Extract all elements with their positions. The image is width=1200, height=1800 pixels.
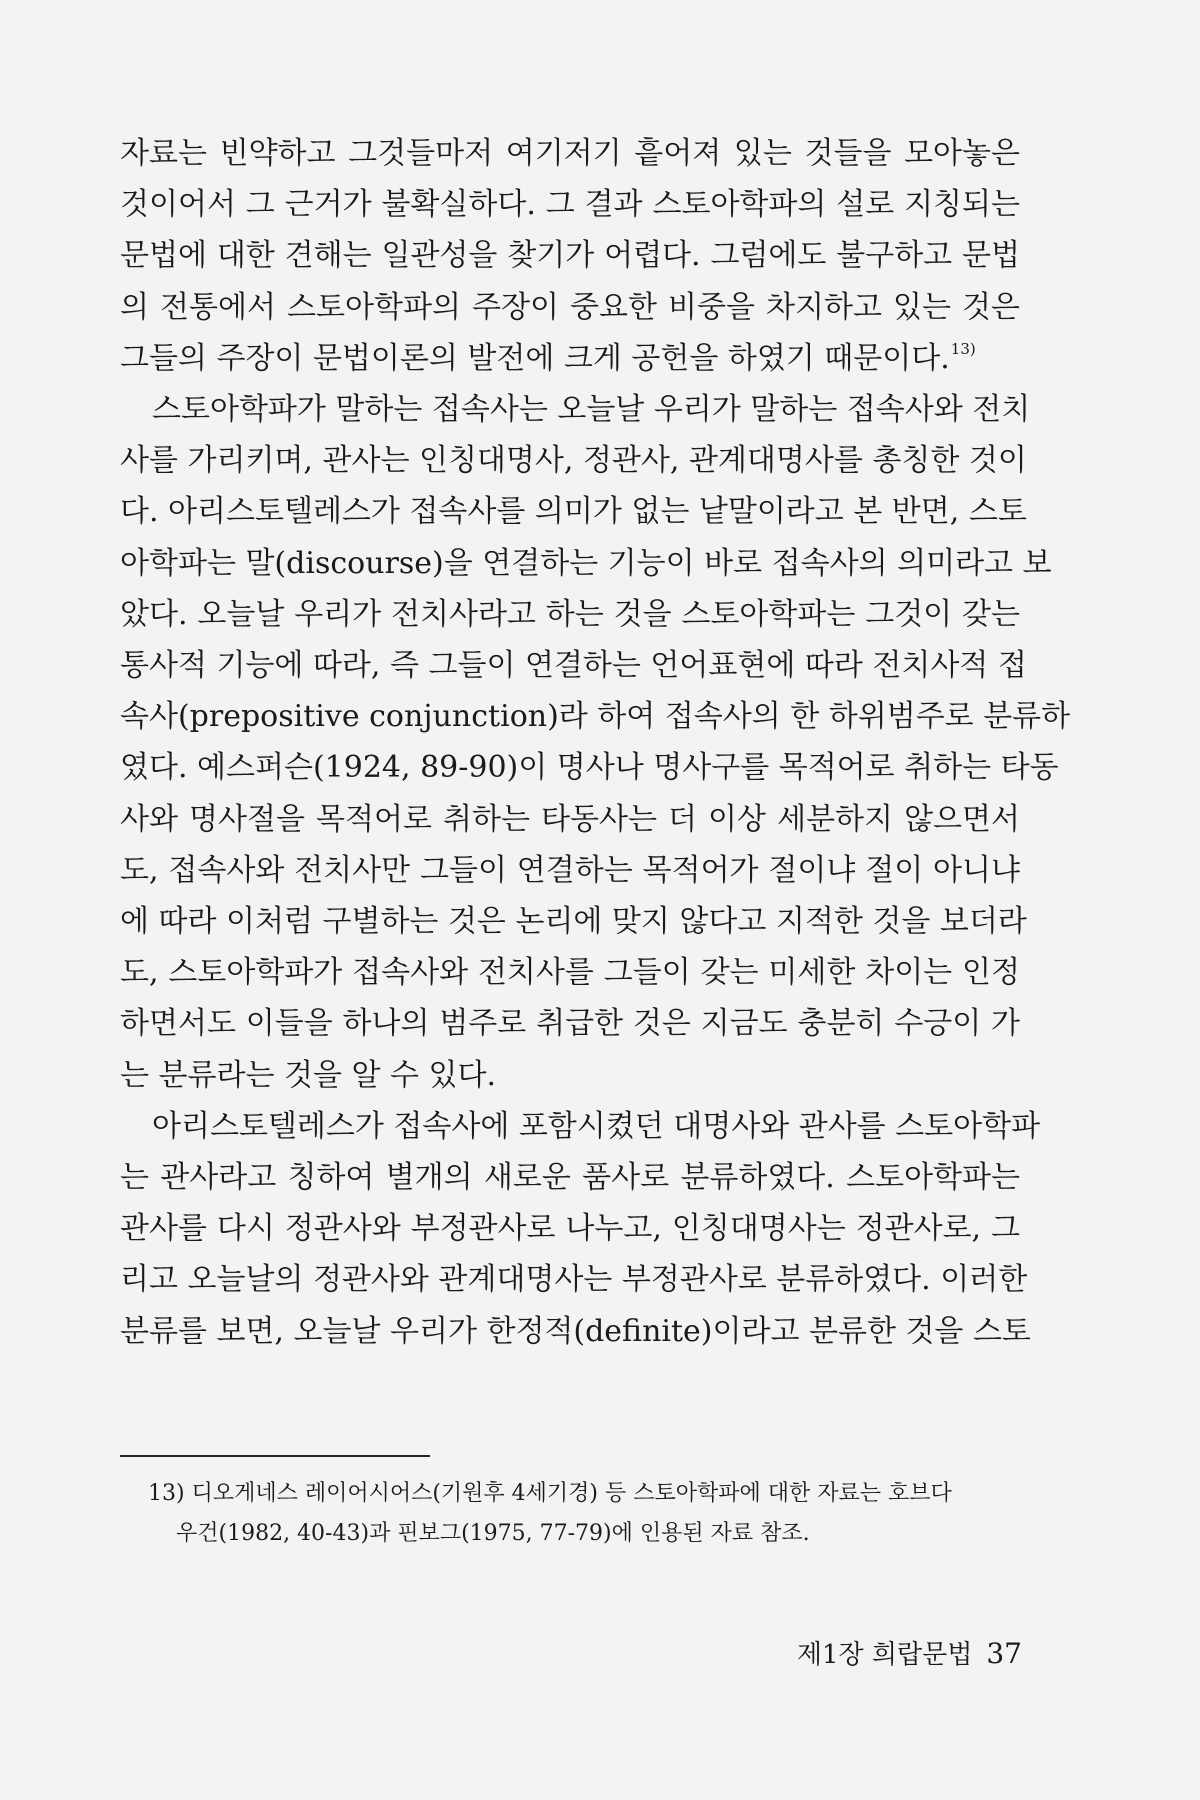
text-line: 다. 아리스토텔레스가 접속사를 의미가 없는 낱말이라고 본 반면, 스토 — [120, 494, 1027, 530]
text-line: 분류를 보면, 오늘날 우리가 한정적(definite)이라고 분류한 것을 스토 — [120, 1313, 1031, 1349]
text-line: 에 따라 이처럼 구별하는 것은 논리에 맞지 않다고 지적한 것을 보더라 — [120, 904, 1027, 940]
paragraph-1 — [120, 128, 1020, 384]
footnote-reference[interactable]: 13) — [950, 339, 976, 358]
text-line: 도, 스토아학파가 접속사와 전치사를 그들이 갖는 미세한 차이는 인정 — [120, 955, 1020, 991]
text-line: 것이어서 그 근거가 불확실하다. 그 결과 스토아학파의 설로 지칭되는 — [120, 187, 1020, 223]
text-line: 자료는 빈약하고 그것들마저 여기저기 흩어져 있는 것들을 모아놓은 — [120, 136, 1020, 171]
text-line: 리고 오늘날의 정관사와 관계대명사는 부정관사로 분류하였다. 이러한 — [120, 1262, 1028, 1298]
page-number: 37 — [986, 1637, 1022, 1670]
text-line: 통사적 기능에 따라, 즉 그들이 연결하는 언어표현에 따라 전치사적 접 — [120, 648, 1027, 684]
text-line: 아리스토텔레스가 접속사에 포함시켰던 대명사와 관사를 스토아학파 — [152, 1108, 1041, 1144]
text-line: 였다. 예스퍼슨(1924, 89-90)이 명사나 명사구를 목적어로 취하는 타동 — [120, 750, 1059, 786]
text-line: 는 관사라고 칭하여 별개의 새로운 품사로 분류하였다. 스토아학파는 — [120, 1160, 1020, 1196]
paragraph-3 — [120, 1101, 1041, 1357]
text-line: 아학파는 말(discourse)을 연결하는 기능이 바로 접속사의 의미라고 보 — [120, 545, 1052, 581]
footnote-marker: 13) — [148, 1481, 185, 1506]
footnote — [148, 1474, 1024, 1554]
text-line: 사와 명사절을 목적어로 취하는 타동사는 더 이상 세분하지 않으면서 — [120, 801, 1020, 837]
text-line: 스토아학파가 말하는 접속사는 오늘날 우리가 말하는 접속사와 전치 — [152, 392, 1031, 428]
text-line: 속사(prepositive conjunction)라 하여 접속사의 한 하위범주로 분류하 — [120, 699, 1071, 735]
text-line: 사를 가리키며, 관사는 인칭대명사, 정관사, 관계대명사를 총칭한 것이 — [120, 443, 1027, 479]
text-line: 관사를 다시 정관사와 부정관사로 나누고, 인칭대명사는 정관사로, 그 — [120, 1211, 1020, 1247]
text-line: 도, 접속사와 전치사만 그들이 연결하는 목적어가 절이냐 절이 아니냐 — [120, 852, 1020, 888]
footnote-line: 우건(1982, 40-43)과 핀보그(1975, 77-79)에 인용된 자료 참조. — [176, 1521, 810, 1546]
chapter-title: 제1장 희랍문법 — [796, 1640, 973, 1670]
text-line: 문법에 대한 견해는 일관성을 찾기가 어렵다. 그럼에도 불구하고 문법 — [120, 238, 1020, 274]
text-line: 하면서도 이들을 하나의 범주로 취급한 것은 지금도 충분히 수긍이 가 — [120, 1006, 1020, 1042]
text-line: 의 전통에서 스토아학파의 주장이 중요한 비중을 차지하고 있는 것은 — [120, 289, 1020, 325]
text-line: 았다. 오늘날 우리가 전치사라고 하는 것을 스토아학파는 그것이 갖는 — [120, 596, 1020, 632]
running-footer — [797, 1634, 1022, 1671]
footnote-divider — [120, 1455, 430, 1457]
footnote-text: 디오게네스 레이어시어스(기원후 4세기경) 등 스토아학파에 대한 자료는 호브다 — [191, 1481, 952, 1506]
text-line: 그들의 주장이 문법이론의 발전에 크게 공헌을 하였기 때문이다. — [120, 340, 950, 376]
text-line-with-footnote — [120, 333, 1020, 384]
footnote-line — [148, 1474, 1024, 1514]
paragraph-2 — [120, 384, 1071, 1101]
text-line: 는 분류라는 것을 알 수 있다. — [120, 1057, 496, 1093]
body-text — [120, 128, 1071, 1357]
